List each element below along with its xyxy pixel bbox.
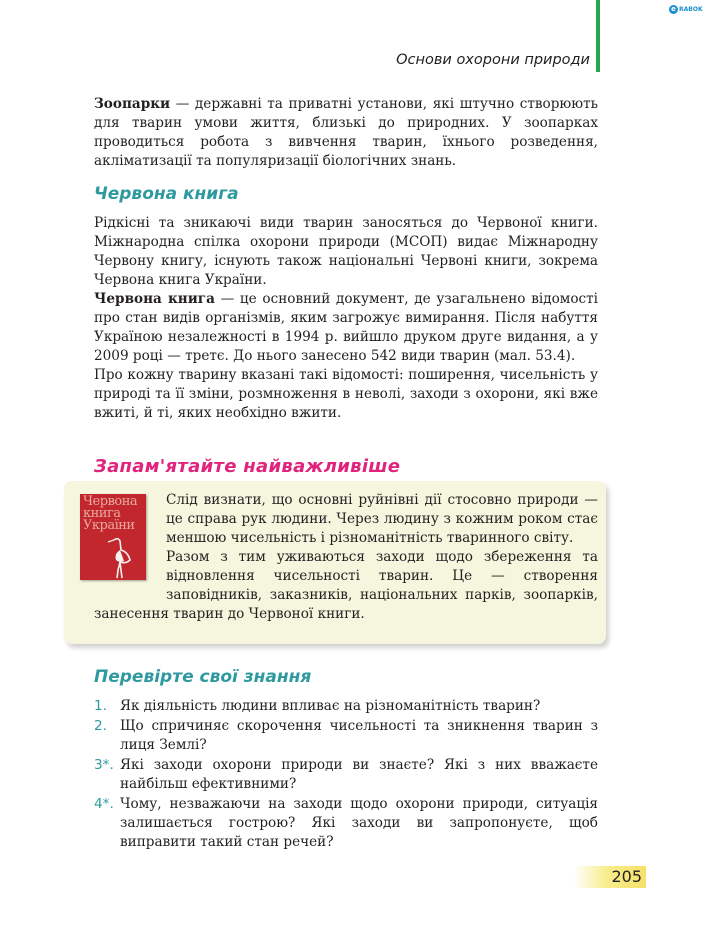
- summary-heading: Запам'ятайте найважливіше: [94, 456, 401, 477]
- page-number: 205: [574, 866, 646, 888]
- question-list: [94, 697, 598, 853]
- zoo-term: Зоопарки: [94, 96, 171, 112]
- book-cover-title: Червона книга України: [83, 494, 138, 533]
- question-item: [94, 697, 598, 716]
- question-number: 1.: [94, 698, 107, 714]
- question-text: Що спричиняє скорочення чисельності та зникнення тварин з лиця Землі?: [120, 718, 598, 753]
- red-book-text: [94, 214, 598, 423]
- check-heading: Перевірте свої знання: [94, 667, 312, 687]
- question-number: 3*.: [94, 757, 114, 773]
- red-book-p3: Про кожну тварину вказані такі відомості: поширення, чисельність у природі та її зміни, розмноження в неволі, заходи з охорони, які вже вжиті, й ті, яких необхідно вжити.: [94, 367, 598, 421]
- summary-p1: Слід визнати, що основні руйнівні дії стосовно природи — це справа рук людини. Через людину з кожним роком стає меншою чисельність і різноманітність тваринного світу.: [166, 492, 598, 546]
- summary-p2: Разом з тим уживаються заходи щодо збереження та відновлення чисельності тварин. Це — створення заповідників, заказників, національних парків, зоопарків, занесення тварин до Червоної книги.: [94, 549, 598, 622]
- running-title: Основи охорони природи: [396, 52, 590, 68]
- question-item: [94, 795, 598, 852]
- summary-text: [94, 491, 598, 624]
- red-book-term: Червона книга: [94, 291, 215, 307]
- question-text: Як діяльність людини впливає на різноманітність тварин?: [120, 698, 541, 714]
- question-text: Чому, незважаючи на заходи щодо охорони природи, ситуація залишається гострою? Які заходи ви запропонуєте, щоб виправити такий стан речей?: [120, 796, 598, 850]
- red-book-p2-text: — це основний документ, де узагальнено відомості про стан видів організмів, яким загрожує вимирання. Після набуття Україною незалежності в 1994 р. вийшло друком друге видання, а у 2009 році — третє. До нього занесено 542 види тварин (мал. 53.4).: [94, 291, 598, 364]
- red-book-heading: Червона книга: [94, 184, 239, 204]
- question-number: 4*.: [94, 796, 114, 812]
- red-book-p1: Рідкісні та зникаючі види тварин заносяться до Червоної книги. Міжнародна спілка охорони природи (МСОП) видає Міжнародну Червону книгу, існують також національні Червоні книги, зокрема Червона книга України.: [94, 215, 598, 288]
- red-book-p2: [94, 290, 598, 366]
- publisher-logo: [669, 3, 703, 15]
- question-number: 2.: [94, 718, 107, 734]
- question-item: [94, 717, 598, 755]
- header-accent-bar: [596, 0, 600, 72]
- question-item: [94, 756, 598, 794]
- question-text: Які заходи охорони природи ви знаєте? Які з них вважаєте найбільш ефективними?: [120, 757, 598, 792]
- logo-text: RABOK: [679, 5, 703, 13]
- logo-mark-icon: e: [669, 5, 678, 14]
- zoo-paragraph: [94, 95, 598, 171]
- zoo-text: — державні та приватні установи, які штучно створюють для тварин умови життя, близькі до природних. У зоопарках проводиться робота з вивчення тварин, їхнього розведення, акліматизації та популяризації біологічних знань.: [94, 96, 598, 169]
